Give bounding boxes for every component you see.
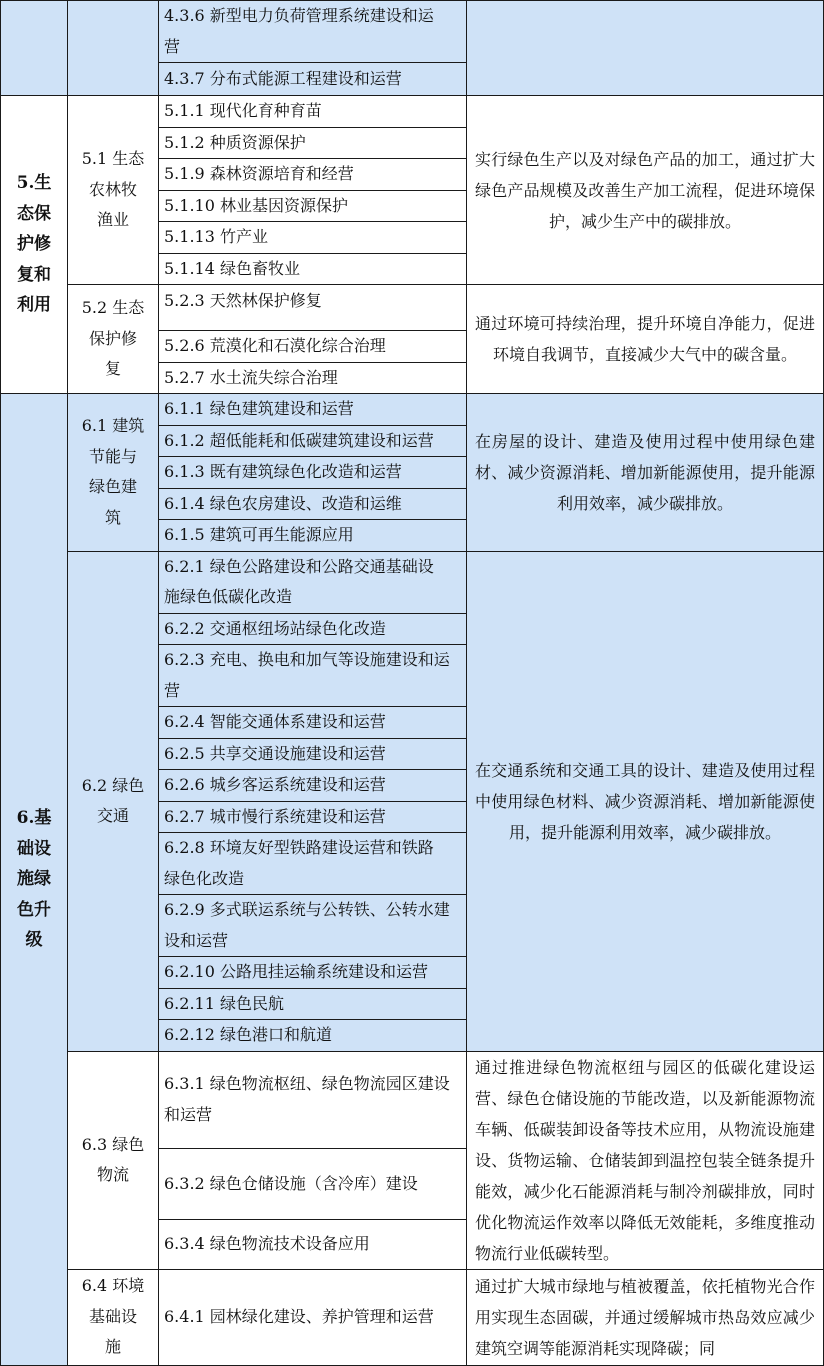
description-cell: 通过环境可持续治理，提升环境自净能力，促进环境自我调节，直接减少大气中的碳含量。	[467, 285, 824, 394]
item-cell: 6.2.8 环境友好型铁路建设运营和铁路 绿色化改造	[159, 833, 467, 895]
item-cell: 5.2.3 天然林保护修复	[159, 285, 467, 331]
table-row	[1, 285, 824, 331]
subcategory-cell: 6.3 绿色 物流	[68, 1051, 159, 1269]
table-row	[1, 551, 824, 613]
item-cell: 5.1.9 森林资源培育和经营	[159, 159, 467, 191]
subcategory-cell: 6.2 绿色 交通	[68, 551, 159, 1051]
item-cell: 6.2.9 多式联运系统与公转铁、公转水建 设和运营	[159, 895, 467, 957]
item-cell: 5.1.14 绿色畜牧业	[159, 253, 467, 285]
item-cell: 6.2.3 充电、换电和加气等设施建设和运 营	[159, 645, 467, 707]
item-cell: 6.1.2 超低能耗和低碳建筑建设和运营	[159, 425, 467, 457]
category-cell: 6.基 础设 施绿 色升 级	[1, 394, 68, 1366]
item-cell: 6.2.4 智能交通体系建设和运营	[159, 707, 467, 739]
subcategory-cell: 6.4 环境 基础设 施	[68, 1269, 159, 1365]
item-cell: 4.3.6 新型电力负荷管理系统建设和运 营	[159, 1, 467, 63]
description-cell: 通过推进绿色物流枢纽与园区的低碳化建设运营、绿色仓储设施的节能改造，以及新能源物流车辆、低碳装卸设备等技术应用，从物流设施建设、货物运输、仓储装卸到温控包装全链条提升能效，减少化石能源消耗与制冷剂碳排放，同时优化物流运作效率以降低无效能耗，多维度推动物流行业低碳转型。	[467, 1051, 824, 1269]
item-cell: 6.1.5 建筑可再生能源应用	[159, 520, 467, 552]
description-cell: 在房屋的设计、建造及使用过程中使用绿色建材、减少资源消耗、增加新能源使用，提升能源利用效率，减少碳排放。	[467, 394, 824, 552]
item-cell: 6.2.12 绿色港口和航道	[159, 1020, 467, 1052]
item-cell: 6.2.11 绿色民航	[159, 988, 467, 1020]
item-cell: 6.2.7 城市慢行系统建设和运营	[159, 801, 467, 833]
item-cell: 5.1.13 竹产业	[159, 222, 467, 254]
item-cell: 6.1.3 既有建筑绿色化改造和运营	[159, 457, 467, 489]
item-cell: 5.1.1 现代化育种育苗	[159, 96, 467, 128]
item-cell: 4.3.7 分布式能源工程建设和运营	[159, 63, 467, 96]
subcategory-cell: 5.1 生态 农林牧 渔业	[68, 96, 159, 285]
item-cell: 6.4.1 园林绿化建设、养护管理和运营	[159, 1269, 467, 1365]
item-cell: 5.1.2 种质资源保护	[159, 127, 467, 159]
table-row	[1, 96, 824, 128]
item-cell: 6.2.5 共享交通设施建设和运营	[159, 738, 467, 770]
subcategory-cell: 6.1 建筑 节能与 绿色建 筑	[68, 394, 159, 552]
item-cell: 5.1.10 林业基因资源保护	[159, 190, 467, 222]
item-cell: 6.2.10 公路甩挂运输系统建设和运营	[159, 957, 467, 989]
subcategory-cell: 5.2 生态 保护修 复	[68, 285, 159, 394]
description-cell: 实行绿色生产以及对绿色产品的加工，通过扩大绿色产品规模及改善生产加工流程，促进环境保护，减少生产中的碳排放。	[467, 96, 824, 285]
item-cell: 6.2.1 绿色公路建设和公路交通基础设 施绿色低碳化改造	[159, 551, 467, 613]
table-row	[1, 394, 824, 426]
item-cell: 6.3.4 绿色物流技术设备应用	[159, 1219, 467, 1269]
item-cell: 6.3.2 绿色仓储设施（含冷库）建设	[159, 1149, 467, 1220]
item-cell: 6.1.1 绿色建筑建设和运营	[159, 394, 467, 426]
item-cell: 6.2.6 城乡客运系统建设和运营	[159, 770, 467, 802]
subcategory-cell	[68, 1, 159, 96]
item-cell: 6.2.2 交通枢纽场站绿色化改造	[159, 613, 467, 645]
table-row	[1, 1, 824, 63]
description-cell	[467, 1, 824, 96]
category-cell: 5.生 态保 护修 复和 利用	[1, 96, 68, 394]
category-cell	[1, 1, 68, 96]
table-row	[1, 1051, 824, 1149]
table-row	[1, 1269, 824, 1365]
item-cell: 5.2.7 水土流失综合治理	[159, 362, 467, 394]
item-cell: 6.3.1 绿色物流枢纽、绿色物流园区建设 和运营	[159, 1051, 467, 1149]
description-cell: 通过扩大城市绿地与植被覆盖，依托植物光合作用实现生态固碳，并通过缓解城市热岛效应减少建筑空调等能源消耗实现降碳；同	[467, 1269, 824, 1365]
item-cell: 5.2.6 荒漠化和石漠化综合治理	[159, 331, 467, 363]
description-cell: 在交通系统和交通工具的设计、建造及使用过程中使用绿色材料、减少资源消耗、增加新能源使用，提升能源利用效率，减少碳排放。	[467, 551, 824, 1051]
item-cell: 6.1.4 绿色农房建设、改造和运维	[159, 488, 467, 520]
